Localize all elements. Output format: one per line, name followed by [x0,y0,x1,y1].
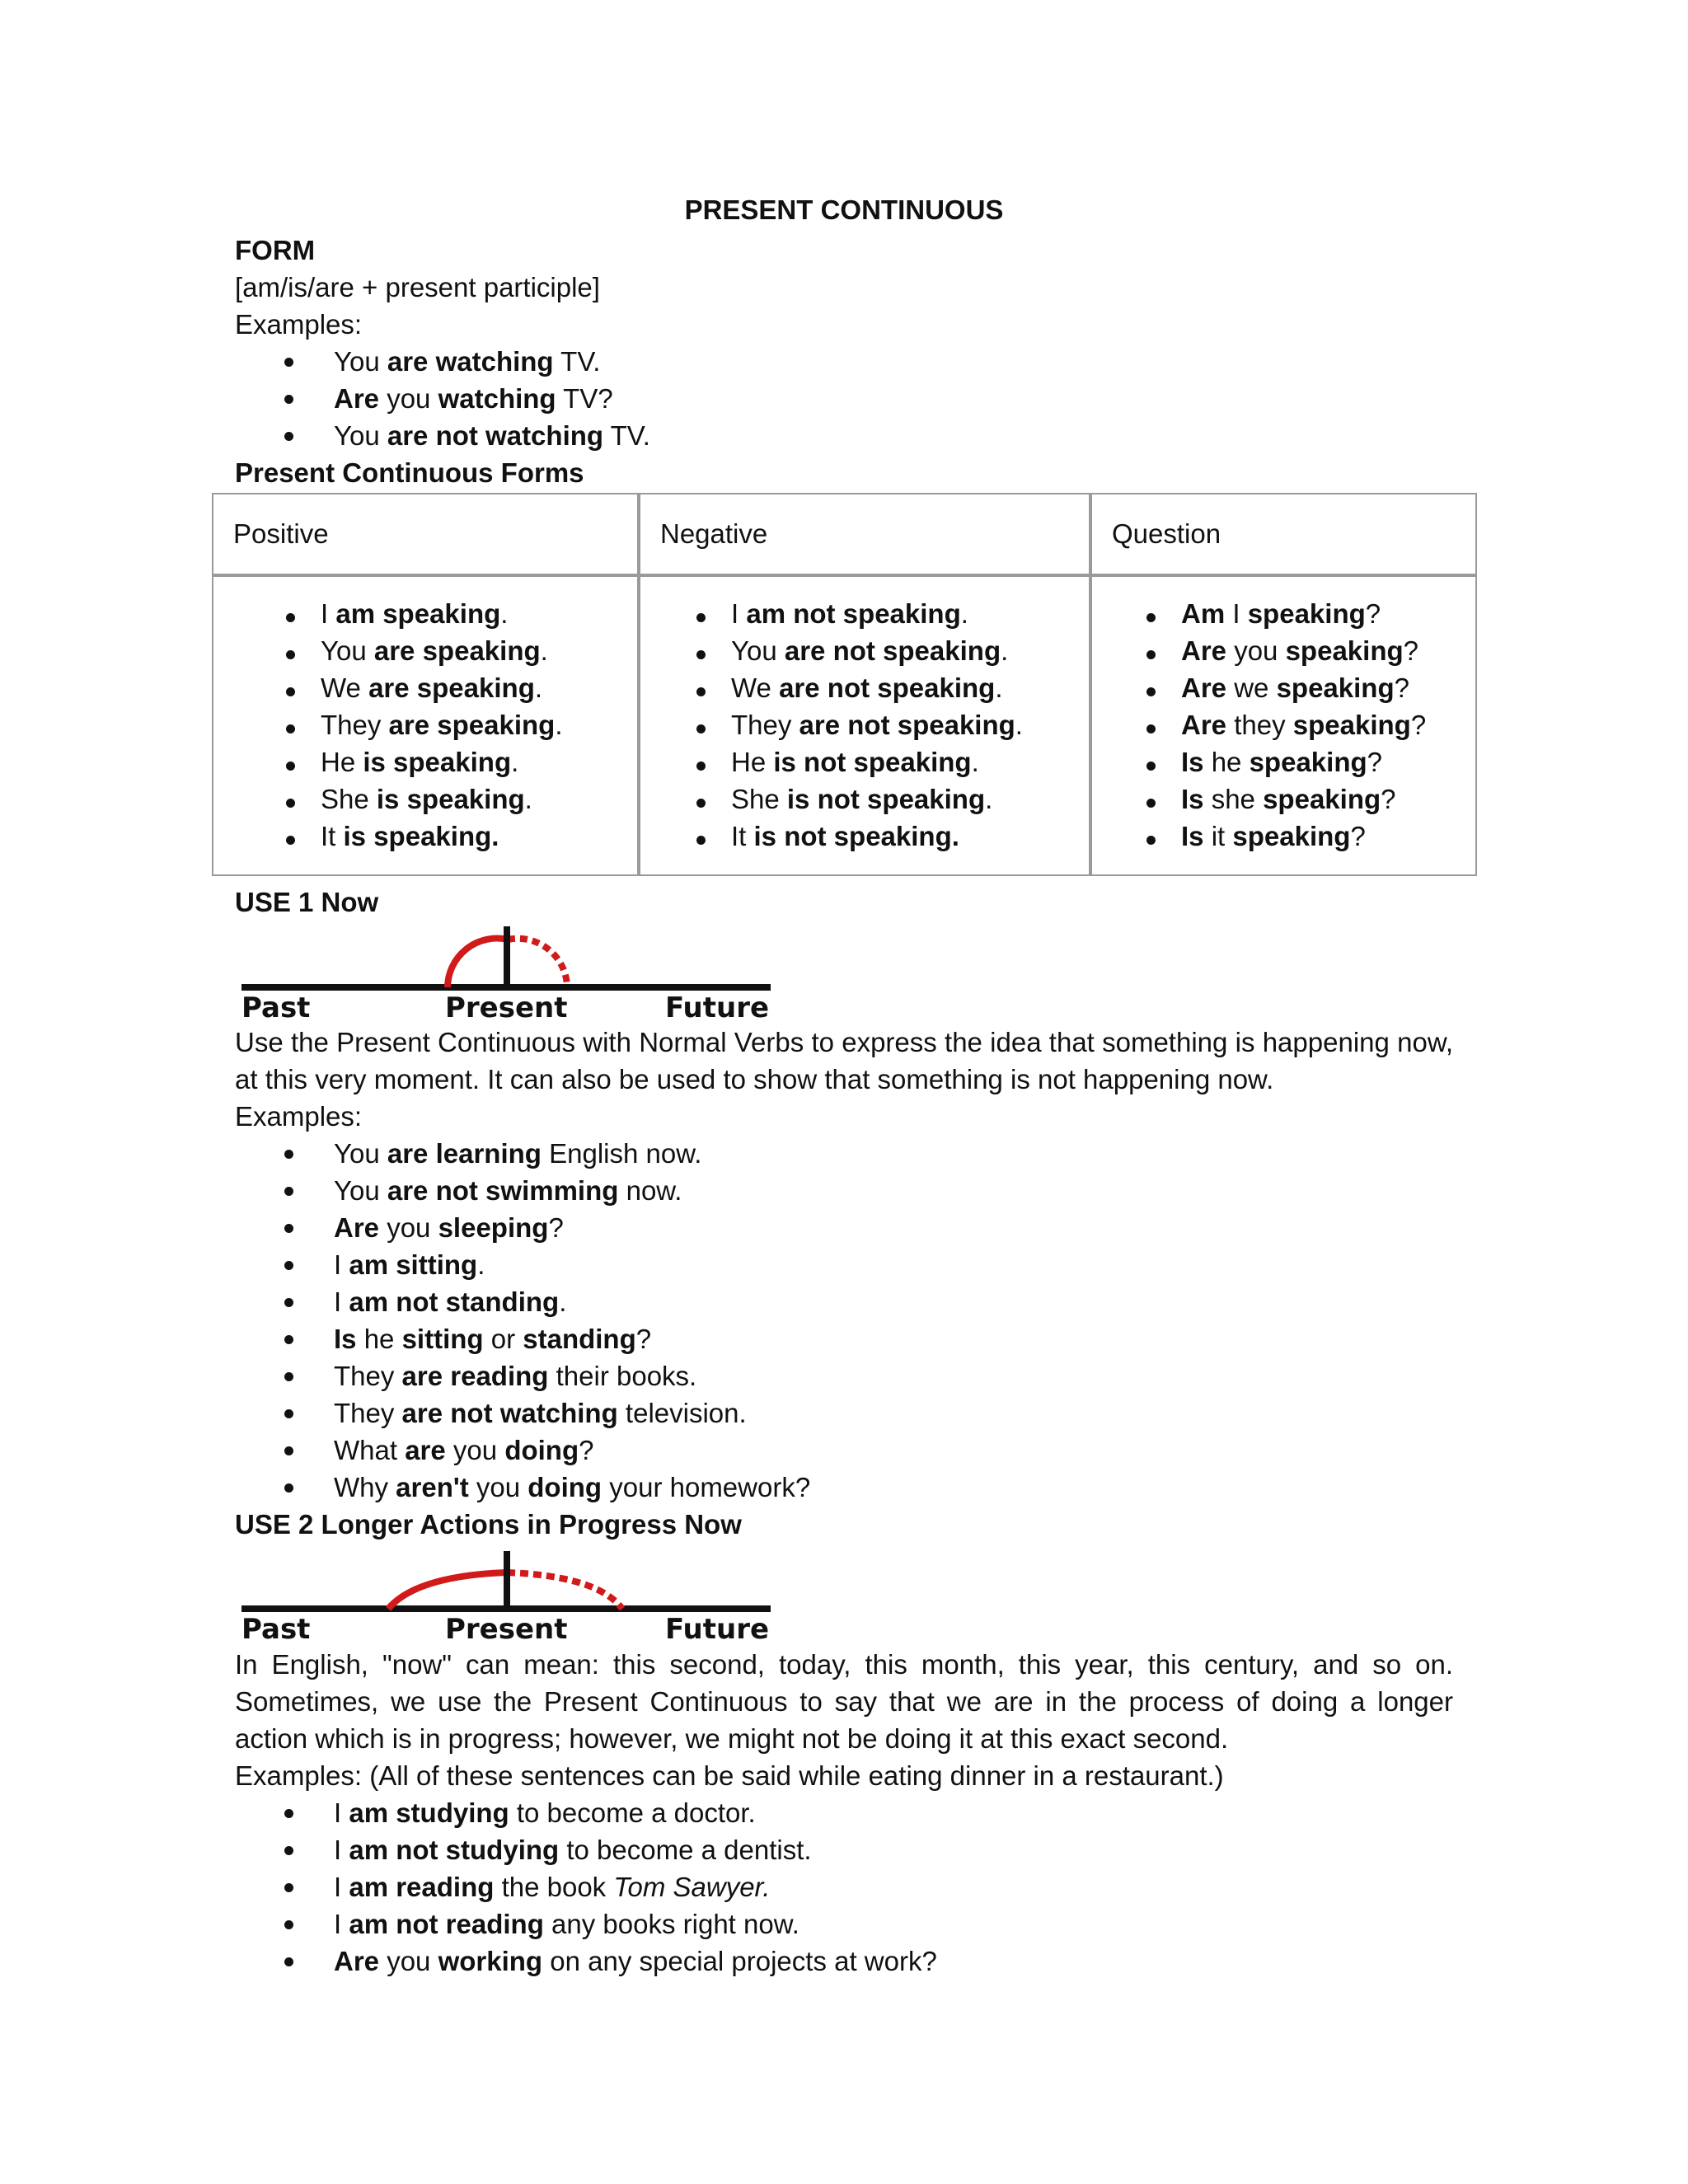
list-item [235,380,650,417]
text-segment: now. [618,1175,682,1206]
text-segment: . [540,635,548,666]
list-item [235,1357,1453,1394]
table-header-positive: Positive [212,493,639,575]
table-cell-positive [212,575,639,876]
list-item [213,710,637,747]
text-segment: She [731,784,787,814]
text-segment: He [321,747,363,777]
text-segment: You [321,635,374,666]
list-item [213,635,637,673]
bold-text: are not speaking [799,710,1015,740]
timeline-future-label: Future [665,1613,770,1645]
text-segment: to become a doctor. [509,1797,756,1828]
text-segment: What [334,1435,406,1465]
text-segment: Why [334,1472,396,1502]
use2-examples-list [235,1794,1453,1980]
use2-timeline-graphic [235,1543,779,1645]
list-item [235,1831,1453,1868]
bold-text: is not speaking [786,784,986,814]
text-segment: ? [579,1435,594,1465]
bold-text: Are [1181,673,1227,703]
text-segment: They [321,710,389,740]
table-header-question: Question [1090,493,1477,575]
forms-table-heading: Present Continuous Forms [235,457,584,488]
text-segment: She [321,784,377,814]
text-segment: you [468,1472,528,1502]
bold-text: speaking [1247,598,1366,629]
negative-forms-list [624,598,1089,858]
text-segment: TV. [553,346,601,377]
list-item [235,1209,1453,1246]
use1-heading: USE 1 Now [235,887,379,917]
list-item [235,1794,1453,1831]
text-segment: You [731,635,785,666]
text-segment: ? [1367,747,1382,777]
forms-table [212,493,1477,876]
use2-examples-label: Examples: (All of these sentences can be said while eating dinner in a restaurant.) [235,1760,1224,1791]
list-item [235,1172,1453,1209]
bold-text: is speaking [363,747,512,777]
timeline-past-label: Past [241,1613,311,1645]
timeline-future-label: Future [665,991,770,1024]
text-segment: their books. [548,1361,697,1391]
bold-text: are learning [387,1138,542,1169]
text-segment: on any special projects at work? [542,1946,937,1976]
bold-text: is speaking [376,784,525,814]
form-formula: [am/is/are + present participle] [235,272,600,302]
timeline-present-label: Present [445,1613,568,1645]
timeline-arc-dashed [508,939,567,986]
bold-text: are not watching [387,420,604,451]
use2-body [235,1646,1453,1980]
bold-text: doing [504,1435,579,1465]
text-segment: They [334,1361,402,1391]
bold-text: Is [1181,747,1204,777]
bold-text: are reading [401,1361,549,1391]
bold-text: are speaking [368,673,535,703]
text-segment: we [1226,673,1277,703]
table-cell-negative [639,575,1090,876]
form-section [235,232,650,491]
list-item [235,1868,1453,1905]
bold-text: Is [334,1324,357,1354]
text-segment: any books right now. [543,1909,799,1939]
bold-text: am not speaking [746,598,961,629]
list-item [1074,635,1475,673]
use1-examples-list [235,1135,1453,1506]
use1-body [235,1024,1453,1543]
list-item [1074,673,1475,710]
bold-text: is not speaking. [753,821,959,851]
bold-text: working [438,1946,543,1976]
bold-text: is speaking. [343,821,499,851]
text-segment: . [534,673,543,703]
text-segment: You [334,1175,387,1206]
form-examples-list [235,343,650,454]
text-segment: TV. [603,420,650,451]
bold-text: am reading [349,1872,495,1902]
text-segment: ? [1410,710,1427,740]
text-segment: . [511,747,519,777]
list-item [235,1432,1453,1469]
text-segment: the book [494,1872,614,1902]
bold-text: are speaking [373,635,541,666]
bold-text: Are [1181,635,1227,666]
bold-text: watching [438,383,556,414]
list-item [624,784,1089,821]
question-forms-list [1074,598,1475,858]
bold-text: are not speaking [779,673,996,703]
use1-timeline [235,921,779,1028]
list-item [235,1283,1453,1320]
text-segment: ? [1381,784,1396,814]
bold-text: am sitting [349,1249,478,1280]
bold-text: am not reading [349,1909,544,1939]
bold-text: Is [1181,821,1204,851]
bold-text: am speaking [335,598,501,629]
use1-paragraph: Use the Present Continuous with Normal Verbs to express the idea that something is happening now, at this very moment. It can also be used to show that something is not happening now. [235,1027,1453,1094]
list-item [235,1905,1453,1943]
text-segment: he [356,1324,402,1354]
bold-text: sleeping [438,1212,549,1243]
bold-text: Are [1181,710,1227,740]
text-segment: I [334,1249,349,1280]
use1-timeline-graphic [235,921,779,1024]
text-segment: ? [1394,673,1409,703]
text-segment: I [334,1286,349,1317]
list-item [624,635,1089,673]
bold-text: are not speaking [784,635,1001,666]
bold-text: speaking [1285,635,1404,666]
page-title: PRESENT CONTINUOUS [684,194,1004,225]
timeline-arc-dashed [507,1572,622,1609]
list-item [624,598,1089,635]
use2-paragraph: In English, "now" can mean: this second, today, this month, this year, this century, and so on. Sometimes, we use the Present Continuous to say that we are in the process of doing a longer action which is in progress; however, we might not be doing it at this exact second. [235,1649,1453,1754]
bold-text: Is [1181,784,1204,814]
text-segment: . [960,598,968,629]
text-segment: You [334,1138,387,1169]
bold-text: are speaking [388,710,556,740]
italic-text: Tom Sawyer. [613,1872,771,1902]
table-header-negative: Negative [639,493,1090,575]
bold-text: speaking [1263,784,1381,814]
text-segment: . [995,673,1003,703]
positive-forms-list [213,598,637,858]
bold-text: aren't [396,1472,469,1502]
text-segment: You [334,420,387,451]
text-segment: he [1203,747,1250,777]
list-item [235,417,650,454]
text-segment: They [334,1398,402,1428]
text-segment: you [1226,635,1286,666]
bold-text: doing [528,1472,603,1502]
bold-text: Are [334,1212,380,1243]
list-item [624,710,1089,747]
text-segment: television. [617,1398,747,1428]
bold-text: speaking [1232,821,1351,851]
bold-text: Am [1181,598,1226,629]
text-segment: ? [1403,635,1418,666]
bold-text: standing [523,1324,636,1354]
table-cell-question [1090,575,1477,876]
bold-text: Are [334,383,380,414]
text-segment: ? [548,1212,564,1243]
list-item [1074,821,1475,858]
text-segment: English now. [541,1138,702,1169]
bold-text: am not studying [349,1835,560,1865]
text-segment: I [321,598,336,629]
text-segment: you [379,383,438,414]
list-item [1074,598,1475,635]
text-segment: They [731,710,799,740]
text-segment: to become a dentist. [559,1835,812,1865]
bold-text: speaking [1249,747,1367,777]
bold-text: am not standing [349,1286,560,1317]
list-item [213,747,637,784]
text-segment: ? [1350,821,1366,851]
use1-examples-label: Examples: [235,1101,363,1132]
bold-text: are not watching [401,1398,618,1428]
bold-text: are watching [387,346,554,377]
list-item [213,598,637,635]
list-item [235,1394,1453,1432]
text-segment: You [334,346,387,377]
text-segment: I [334,1909,349,1939]
text-segment: or [483,1324,523,1354]
text-segment: He [731,747,774,777]
use2-heading: USE 2 Longer Actions in Progress Now [235,1509,742,1540]
use1-heading-block [235,883,378,921]
text-segment: TV? [556,383,613,414]
timeline-present-label: Present [445,991,568,1024]
text-segment: they [1226,710,1293,740]
bold-text: speaking [1292,710,1411,740]
list-item [235,343,650,380]
bold-text: speaking [1276,673,1395,703]
text-segment: . [971,747,979,777]
text-segment: . [559,1286,567,1317]
list-item [1074,747,1475,784]
text-segment: We [321,673,369,703]
list-item [213,821,637,858]
text-segment: . [1001,635,1009,666]
text-segment: We [731,673,780,703]
list-item [1074,784,1475,821]
text-segment: you [445,1435,505,1465]
bold-text: are not swimming [387,1175,619,1206]
text-segment: I [334,1835,349,1865]
text-segment: I [334,1797,349,1828]
list-item [235,1469,1453,1506]
list-item [235,1943,1453,1980]
timeline-arc-solid [388,1572,507,1609]
text-segment: It [731,821,754,851]
text-segment: . [1015,710,1023,740]
list-item [624,821,1089,858]
list-item [235,1320,1453,1357]
text-segment: . [477,1249,485,1280]
form-examples-label: Examples: [235,309,363,340]
use2-timeline [235,1543,779,1649]
text-segment: you [379,1212,438,1243]
form-heading: FORM [235,235,316,265]
text-segment: . [555,710,563,740]
list-item [1074,710,1475,747]
text-segment: . [500,598,509,629]
text-segment: . [985,784,993,814]
bold-text: Are [334,1946,380,1976]
text-segment: she [1203,784,1264,814]
list-item [235,1135,1453,1172]
list-item [213,673,637,710]
list-item [235,1246,1453,1283]
bold-text: is not speaking [773,747,972,777]
list-item [624,747,1089,784]
list-item [213,784,637,821]
list-item [624,673,1089,710]
bold-text: are [405,1435,446,1465]
bold-text: am studying [349,1797,509,1828]
text-segment: It [321,821,344,851]
text-segment: I [731,598,747,629]
timeline-past-label: Past [241,991,311,1024]
text-segment: ? [1365,598,1381,629]
text-segment: you [379,1946,438,1976]
text-segment: . [524,784,532,814]
text-segment: your homework? [602,1472,811,1502]
text-segment: ? [635,1324,652,1354]
text-segment: I [1225,598,1248,629]
timeline-arc-solid [448,939,508,987]
bold-text: sitting [401,1324,484,1354]
text-segment: it [1203,821,1233,851]
text-segment: I [334,1872,349,1902]
